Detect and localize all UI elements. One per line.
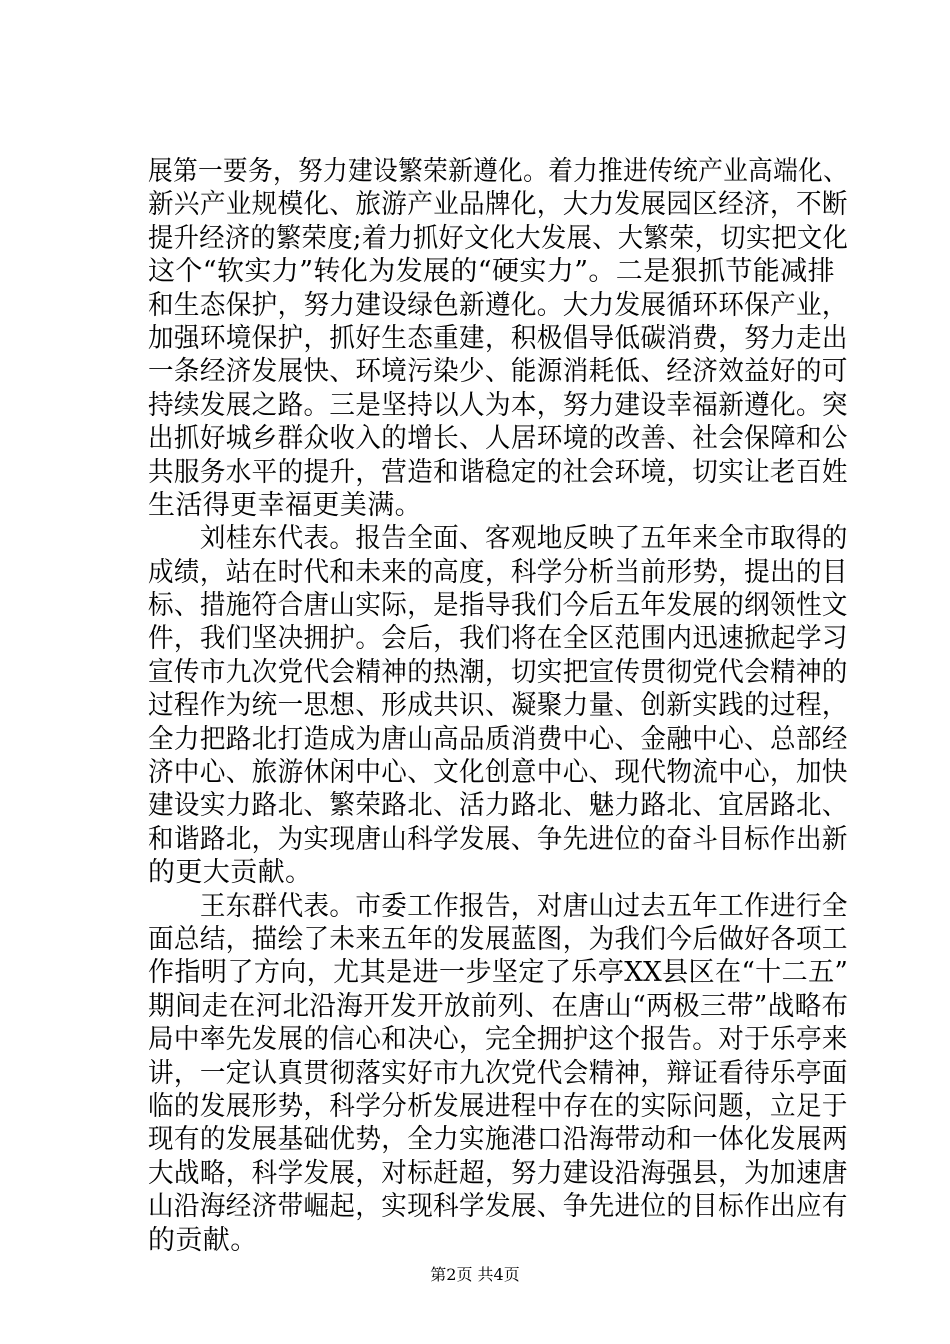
text-line: 提升经济的繁荣度;着力抓好文化大发展、大繁荣，切实把文化: [148, 222, 849, 254]
text-line: 济中心、旅游休闲中心、文化创意中心、现代物流中心，加快: [148, 757, 848, 789]
text-line: 宣传市九次党代会精神的热潮，切实把宣传贯彻党代会精神的: [148, 656, 848, 688]
text-line: 出抓好城乡群众收入的增长、人居环境的改善、社会保障和公: [148, 423, 848, 455]
text-line: 件，我们坚决拥护。会后，我们将在全区范围内迅速掀起学习: [148, 623, 848, 655]
text-line: 山沿海经济带崛起，实现科学发展、争先进位的目标作出应有: [148, 1191, 848, 1223]
text-line: 标、措施符合唐山实际，是指导我们今后五年发展的纲领性文: [148, 590, 848, 622]
text-line: 讲，一定认真贯彻落实好市九次党代会精神，辩证看待乐亭面: [148, 1057, 848, 1089]
text-line: 王东群代表。市委工作报告，对唐山过去五年工作进行全: [148, 890, 848, 922]
text-line: 生活得更幸福更美满。: [148, 489, 422, 521]
text-line: 和谐路北，为实现唐山科学发展、争先进位的奋斗目标作出新: [148, 823, 848, 855]
text-line: 作指明了方向，尤其是进一步坚定了乐亭XX县区在“十二五”: [148, 957, 849, 989]
text-line: 现有的发展基础优势，全力实施港口沿海带动和一体化发展两: [148, 1124, 848, 1156]
text-line: 共服务水平的提升，营造和谐稳定的社会环境，切实让老百姓: [148, 456, 848, 488]
text-line: 持续发展之路。三是坚持以人为本，努力建设幸福新遵化。突: [148, 389, 848, 421]
text-line: 建设实力路北、繁荣路北、活力路北、魅力路北、宜居路北、: [148, 790, 848, 822]
text-line: 一条经济发展快、环境污染少、能源消耗低、经济效益好的可: [148, 356, 848, 388]
text-line: 成绩，站在时代和未来的高度，科学分析当前形势，提出的目: [148, 556, 848, 588]
text-line: 的更大贡献。: [148, 857, 313, 889]
text-line: 期间走在河北沿海开发开放前列、在唐山“两极三带”战略布: [148, 990, 849, 1022]
text-line: 展第一要务，努力建设繁荣新遵化。着力推进传统产业高端化、: [148, 156, 849, 187]
text-line: 这个“软实力”转化为发展的“硬实力”。二是狠抓节能减排: [148, 256, 836, 288]
text-line: 局中率先发展的信心和决心，完全拥护这个报告。对于乐亭来: [148, 1024, 848, 1056]
text-line: 过程作为统一思想、形成共识、凝聚力量、创新实践的过程，: [148, 690, 848, 722]
text-line: 临的发展形势，科学分析发展进程中存在的实际问题，立足于: [148, 1090, 848, 1122]
text-line: 和生态保护，努力建设绿色新遵化。大力发展循环环保产业，: [148, 289, 848, 321]
text-line: 的贡献。: [148, 1224, 258, 1256]
text-line: 刘桂东代表。报告全面、客观地反映了五年来全市取得的: [148, 523, 848, 555]
page-footer: 第2页 共4页: [430, 1265, 520, 1284]
text-line: 全力把路北打造成为唐山高品质消费中心、金融中心、总部经: [148, 723, 848, 755]
text-line: 加强环境保护，抓好生态重建，积极倡导低碳消费，努力走出: [148, 322, 848, 354]
text-line: 新兴产业规模化、旅游产业品牌化，大力发展园区经济，不断: [148, 189, 848, 221]
body-text: [148, 155, 848, 1257]
text-line: 大战略，科学发展，对标赶超，努力建设沿海强县，为加速唐: [148, 1157, 848, 1189]
text-line: 面总结，描绘了未来五年的发展蓝图，为我们今后做好各项工: [148, 923, 848, 955]
